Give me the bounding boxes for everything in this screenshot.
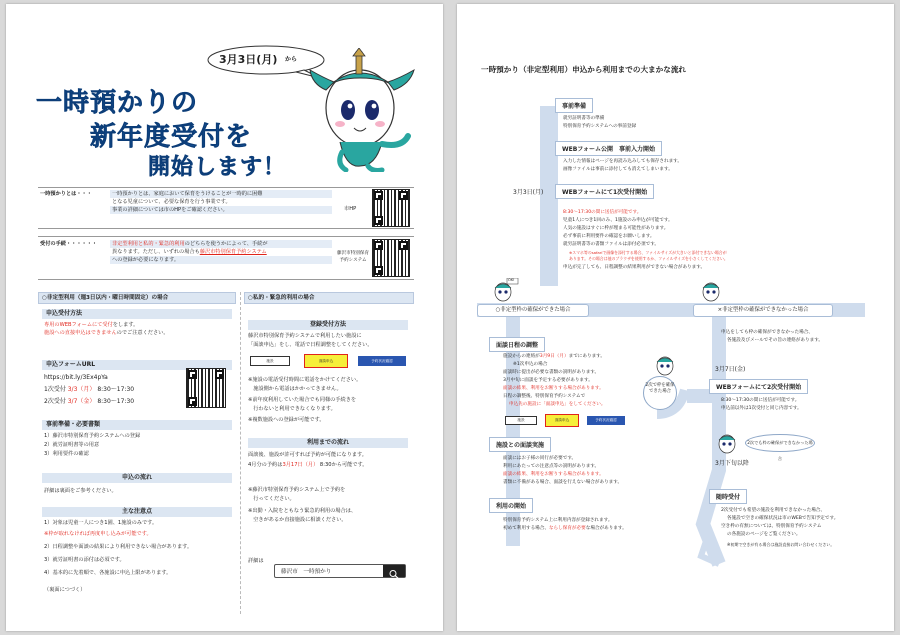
procedure-highlight: 非定型利用と私的・緊急的利用 [112,241,185,247]
title-line-3: 開始します！ [148,155,287,180]
usage-note: ※出勤・入院をともなう緊急的利用の場合は、 [248,508,357,514]
mascot-illustration [306,48,418,172]
start-date-suffix: から [285,56,298,63]
about-line: 一時預かりとは、家庭において保育をうけることが一時的に困難 [110,190,332,198]
safari-warning: あります。その場合は他のブラウザを使用するか、ファイルサイズを小さくしてください。 [569,256,728,261]
start-first-time-suffix: な場合があります。 [585,526,627,531]
qr-finder-icon [215,370,224,379]
procedure-line-2: 異なります。ただし、いずれの場合も [112,249,200,255]
branch-secured: ○非定型枠の確保ができた場合 [477,304,589,317]
april-booking-label: 4月分の予約は [248,462,283,468]
step-first-round-title: WEBフォームにて1次受付開始 [555,184,654,199]
qr-finder-icon [188,370,197,379]
flow-page-title: 一時預かり（非定型利用）申込から利用までの大まかな流れ [481,65,687,74]
interview-request-button[interactable]: 面談申込 [304,354,348,368]
adjust-note: ※1次申込の場合 [513,362,548,367]
usage-flow-line: 面談後、施設が許可すれば予約が可能になります。 [248,452,367,458]
ok-sign-text: OK! [508,278,515,282]
prep-item: 特別保育予約システムへの事前登録 [563,124,637,129]
search-icon [383,568,405,580]
facility-button[interactable]: 施設 [505,416,537,425]
web-open-item: 画像ファイルは事前に添付しても消えてしまいます。 [563,167,673,172]
note-item: 2）日程調整や面談の結果により利用できない場合があります。 [44,544,193,550]
form-url-link[interactable]: https://bit.ly/3Ex4pYa [44,374,108,381]
reservation-system-link[interactable]: 藤沢市特別保育予約システム [199,249,267,255]
april-booking-time: 8:30から可能です。 [318,462,368,468]
register-note: ※前年度利用していた場合でも同様の手続きを [248,397,357,403]
reservation-status-button[interactable]: 予約状況確認 [587,416,625,425]
flow-title: 申込の流れ [42,473,232,483]
note-item: 1）対象は児童一人につき1園、1施設のみです。 [44,520,158,526]
mascot-second-ng-icon [715,430,743,454]
start-first-time: 初めて利用する場合、 [503,526,549,531]
first-round-hours: 8:30～17:30の間に送信が可能です。 [563,210,642,215]
city-hp-qr-code[interactable] [372,189,410,227]
first-round-item: 必ず事前に利用要件の確認をお願いします。 [563,234,655,239]
not-secured-note: 各施設及びメールでその旨の連絡があります。 [727,338,824,343]
search-box[interactable] [274,564,406,578]
left-column-header: ○非定型利用（週3日以内・曜日時間固定）の場合 [38,292,236,304]
title-line-2: 新年度受付を [90,122,253,152]
register-method-line: 「面談申込」をし、電話で日程調整をしてください。 [248,342,373,348]
web-open-item: 入力した情報はページを再読み込みしても保存されます。 [563,159,682,164]
start-date: 3月3日(月) [219,53,278,66]
step-adjust-title: 面談日程の調整 [489,337,545,352]
qr-finder-icon [374,266,383,275]
date-march-7: 3月7日(金) [715,366,746,373]
step-interview-title: 施設との面談実施 [489,437,551,452]
mascot-ok-icon [491,278,519,304]
mascot-ng-icon [699,278,727,304]
prep-item: 就労証明書等の準備 [563,116,605,121]
right-column-header: ○私的・緊急的利用の場合 [244,292,414,304]
column-divider [240,292,241,614]
step-rolling-title: 随時受付 [709,489,747,504]
reservation-status-button[interactable]: 予約状況確認 [358,356,406,366]
second-round-not-secured-note: 2次でも枠の確保ができなかった場合 [745,434,815,452]
prep-title: 事前準備・必要書類 [42,420,232,430]
interview-item: 利用にあたっての注意点等の説明があります。 [503,464,600,469]
first-round-item: 就労証明書等の書類ファイルは添付必須です。 [563,242,660,247]
form-qr-code[interactable] [186,368,226,408]
mascot-second-icon [653,352,679,376]
april-booking-date: 3月17日（月） [282,462,319,468]
web-form-note: 専用のWEBフォームにて受付 [44,322,113,328]
adjust-item: 日程の調整後、特別保育予約システムで [503,394,586,399]
step-second-round-title: WEBフォームにて2次受付開始 [709,379,808,394]
rolling-note: ※初期で空きが有る場合は施設直接お問い合わせください。 [727,542,835,547]
adjust-contact-date: 3月9日（月） [539,354,569,359]
procedure-line-3: への登録が必要になります。 [110,256,332,264]
rolling-item: の各施設のページをご覧ください。 [727,532,801,537]
apply-method-caution: のでご注意ください。 [116,330,169,336]
step-prep-title: 事前準備 [555,98,593,113]
first-round-time: 8:30～17:30 [95,386,135,393]
adjust-contact-text: 施設からの連絡が [503,354,540,359]
adjust-warning: 面談の結果、利用をお断りする場合があります。 [503,386,604,391]
apply-method-title: 申込受付方法 [42,309,232,319]
about-text [110,190,332,214]
register-note: 施設側から電話はかかってきません。 [248,386,342,392]
usage-note: 空きがあるか直接施設に相談ください。 [248,517,347,523]
about-line: 事業の詳細については市のHPをご確認ください。 [110,206,332,214]
register-method-title: 登録受付方法 [248,320,408,330]
prep-item: 1）藤沢市特別保育予約システムへの登録 [44,433,141,439]
qr-finder-icon [374,191,383,200]
first-round-item: 申込が完了しても、日程調整の結果利用ができない場合があります。 [563,265,706,270]
apply-method-text: をします。 [112,322,139,328]
start-item: 特別保育予約システム上に利用内容が登録されます。 [503,518,613,523]
details-label: 詳細は [248,558,264,564]
first-round-label: 1次受付 [44,386,68,393]
procedure-label: 受付の手続・・・・・・ [40,241,98,247]
qr-finder-icon [374,216,383,225]
interview-item: 書類に不備がある場合、面談を行えない場合があります。 [503,480,623,485]
qr-finder-icon [188,397,197,406]
register-note: ※施設の電話受付時間に電話をかけてください。 [248,377,362,383]
no-direct-apply-note: 施設への直接申込はできません [44,330,117,336]
first-round-item: 人気の施設はすぐに枠が埋まる可能性があります。 [563,226,669,231]
first-round-date: 3/3（月） [67,386,96,393]
flow-text: 詳細は裏面をご参考ください。 [44,488,117,494]
note-item: ※枠が取れなければ再度申し込みが可能です。 [44,531,152,537]
rolling-item: 空き枠の有無については、特別保育予約システム [721,524,822,529]
date-late-march: 3月下旬以降 [715,460,749,467]
interview-item: 面談にはお子様の同行が必要です。 [503,456,577,461]
procedure-text [110,240,332,264]
start-acclimation: ならし保育が必要 [548,526,586,531]
system-qr-caption: 藤沢市特別保育予約システム [336,251,370,263]
adjust-item: 面談時に提出が必要な書類の説明があります。 [503,370,600,375]
register-method-line: 藤沢市特別保育予約システムで利用したい施設に [248,333,362,339]
date-march-3: 3月3日(月) [513,189,544,196]
second-round-date: 3/7（金） [67,398,96,405]
facility-button[interactable]: 施設 [250,356,290,366]
second-round-item: 申込前以外は1次受付と同じ内容です。 [721,406,802,411]
adjust-item: 3月中旬に面談を予定する必要があります。 [503,378,593,383]
rolling-item: 各施設で空きの確保状況は市のWEBで告知予定です。 [727,516,839,521]
prep-item: 3）利用要件の確認 [44,451,89,457]
rolling-item: 2次受付でも希望の施設を利用できなかった場合、 [721,508,825,513]
prep-item: 2）就労証明書等の用意 [44,442,100,448]
search-query: 藤沢市 一時預かり [281,569,332,575]
usage-note: ※藤沢市特別保育予約システム上で予約を [248,487,346,493]
second-round-label: 2次受付 [44,398,68,405]
register-note: 行わないと利用できなくなります。 [248,406,336,412]
notes-title: 主な注意点 [42,507,232,517]
about-line: となる児童について、必要な保育を行う事業です。 [112,199,231,205]
title-line-1: 一時預かりの [36,88,199,118]
adjust-instruction: 申込先の施設に「面談申込」をしてください。 [509,402,606,407]
usage-flow-title: 利用までの流れ [248,438,408,448]
form-url-title: 申込フォームURL [42,360,232,370]
qr-finder-icon [399,241,408,250]
step-web-open-title: WEBフォーム公開 事前入力開始 [555,141,662,156]
system-qr-code[interactable] [372,239,410,277]
first-round-item: 児童1人につき1回のみ、1施設のみ申込が可能です。 [563,218,673,223]
second-round-time: 8:30～17:30 [95,398,135,405]
second-round-secured-note: 2次で枠を確保できた場合 [643,376,677,410]
not-secured-note: 申込をしても枠の確保ができなかった場合、 [721,330,813,335]
note-item: 3）就労証明書の添付は必須です。 [44,557,125,563]
step-start-title: 利用の開始 [489,498,533,513]
adjust-contact-suffix: までにあります。 [568,354,605,359]
procedure-line-1: のどちらを使うかによって、手続が [184,241,268,247]
branch-not-secured: ×非定型枠の確保ができなかった場合 [693,304,833,317]
second-round-item: 8:30～17:30の間に送信が可能です。 [721,398,800,403]
flow-track [457,4,894,631]
note-item: 4）基本的に先着順で、各施設に申込上限があります。 [44,570,172,576]
usage-note: 行ってください。 [248,496,295,502]
flyer-front-page [6,4,443,631]
flyer-back-page [457,4,894,631]
interview-request-button[interactable]: 面談申込 [545,414,579,427]
interview-warning: 面談の結果、利用をお断りする場合があります。 [503,472,604,477]
qr-finder-icon [399,191,408,200]
qr-finder-icon [374,241,383,250]
safari-warning: ※スマホ等のsafariで画像を添付する場合、ファイルサイズが大きいと添付できない場合が [569,250,727,255]
continued-note: （裏面につづく） [44,587,86,593]
search-button[interactable] [383,565,405,577]
register-note: ※複数施設への登録が可能です。 [248,417,325,423]
city-hp-caption: 市HP [344,206,357,212]
about-label: 一時預かりとは・・・ [40,191,92,197]
